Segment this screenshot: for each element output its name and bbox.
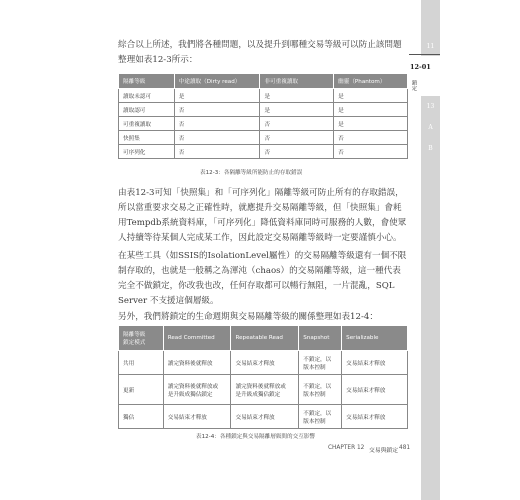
table-header-cell: 非可重複讀取 bbox=[260, 74, 334, 89]
appendix-tab-a[interactable]: A bbox=[428, 124, 433, 131]
table-cell: 交易結束才釋放 bbox=[231, 351, 299, 375]
table-row bbox=[119, 131, 408, 145]
table-cell: 可序列化 bbox=[119, 145, 175, 159]
table-cell: 是 bbox=[260, 103, 334, 117]
table-cell: 交易結束才釋放 bbox=[342, 405, 408, 429]
table-cell: 否 bbox=[174, 103, 260, 117]
table-cell: 是 bbox=[174, 89, 260, 103]
table-12-4 bbox=[118, 325, 408, 429]
table-cell: 否 bbox=[260, 131, 334, 145]
table-cell: 不鎖定，以 版本控制 bbox=[299, 351, 342, 375]
appendix-tab-b[interactable]: B bbox=[428, 145, 433, 152]
table-cell: 是 bbox=[334, 117, 408, 131]
table-header-cell: Serializable bbox=[342, 326, 408, 351]
table-cell: 不鎖定，以 版本控制 bbox=[299, 375, 342, 405]
table-header-row bbox=[119, 326, 408, 351]
table-row bbox=[119, 375, 408, 405]
table-cell: 否 bbox=[174, 131, 260, 145]
table-cell: 讀取認可 bbox=[119, 103, 175, 117]
table-header-cell: Snapshot bbox=[299, 326, 342, 351]
table-cell: 否 bbox=[334, 145, 408, 159]
paragraph-1: 由表12-3可知「快照集」和「可序列化」隔離等級可防止所有的存取錯誤，所以當重要求交易之正確性時，就應提升交易隔離等級，但「快照集」會耗用Tempdb系統資料庫，「可序列化」降低資料庫同時可服務的人數，會使眾人持續等待某個人完成某工作，因此設定交易隔離等級時一定要謹慎小心。 bbox=[118, 188, 407, 243]
table-cell: 交易結束才釋放 bbox=[342, 375, 408, 405]
table-12-4-caption: 表12-4：各種鎖定與交易隔離層級間的交互影響 bbox=[196, 434, 315, 440]
table-header-cell: 中途讀取（Dirty read） bbox=[174, 74, 260, 89]
table-row bbox=[119, 145, 408, 159]
table-cell: 讀完資料後就釋放 bbox=[163, 351, 231, 375]
table-cell: 獨佔 bbox=[119, 405, 164, 429]
table-cell: 是 bbox=[260, 89, 334, 103]
table-12-3 bbox=[118, 73, 408, 159]
table-cell: 讀完資料後就釋放或 是升級成獨佔鎖定 bbox=[163, 375, 231, 405]
table-cell: 快照集 bbox=[119, 131, 175, 145]
table-cell: 交易結束才釋放 bbox=[163, 405, 231, 429]
table-header-cell: 幽靈（Phantom） bbox=[334, 74, 408, 89]
table-cell: 更新 bbox=[119, 375, 164, 405]
paragraph-3: 另外，我們將鎖定的生命週期與交易隔離等級的關係整理如表12-4： bbox=[118, 312, 378, 322]
table-cell: 否 bbox=[174, 117, 260, 131]
table-cell: 否 bbox=[260, 145, 334, 159]
active-tab-divider bbox=[409, 54, 440, 55]
intro-paragraph: 綜合以上所述，我們將各種問題，以及提升到哪種交易等級可以防止該問題整理如表12-3所示： bbox=[118, 40, 402, 65]
table-header-cell: 隔離等級 鎖定模式 bbox=[119, 326, 164, 351]
paragraph-2: 在某些工具（如SSIS的IsolationLevel屬性）的交易隔離等級還有一個不限制存取的，也就是一般稱之為渾沌（chaos）的交易隔離等級，這一種代表完全不做鎖定，你改我也改，任何存取都可以暢行無阻，一片混亂，SQL Server 不支援這個層級。 bbox=[118, 251, 407, 306]
table-row bbox=[119, 117, 408, 131]
table-cell: 否 bbox=[174, 145, 260, 159]
table-12-3-caption: 表12-3：各隔離等級所能防止的存取錯誤 bbox=[200, 170, 303, 176]
table-header-cell: Read Committed bbox=[163, 326, 231, 351]
table-cell: 共用 bbox=[119, 351, 164, 375]
table-row bbox=[119, 89, 408, 103]
table-cell: 讀取未認可 bbox=[119, 89, 175, 103]
table-header-row bbox=[119, 74, 408, 89]
page-number: 481 bbox=[399, 445, 411, 451]
table-cell: 交易結束才釋放 bbox=[342, 351, 408, 375]
table-cell: 是 bbox=[334, 89, 408, 103]
table-cell: 可重複讀取 bbox=[119, 117, 175, 131]
chapter-tab-12-subtitle: 鎖定 bbox=[411, 80, 417, 91]
footer-chapter-title: 交易與鎖定 bbox=[369, 448, 398, 454]
chapter-tab-12-label: 12-01 bbox=[410, 63, 431, 71]
footer-chapter: CHAPTER 12 bbox=[328, 445, 365, 451]
table-header-cell: Repeatable Read bbox=[231, 326, 299, 351]
table-cell: 是 bbox=[334, 103, 408, 117]
table-cell: 否 bbox=[334, 131, 408, 145]
chapter-tab-11[interactable]: 11 bbox=[426, 43, 435, 50]
table-cell: 讀完資料後就釋放或 是升級成獨佔鎖定 bbox=[231, 375, 299, 405]
table-row bbox=[119, 103, 408, 117]
table-row bbox=[119, 405, 408, 429]
table-header-cell: 隔離等級 bbox=[119, 74, 175, 89]
table-cell: 交易結束才釋放 bbox=[231, 405, 299, 429]
table-cell: 否 bbox=[260, 117, 334, 131]
table-row bbox=[119, 351, 408, 375]
table-cell: 不鎖定，以 版本控制 bbox=[299, 405, 342, 429]
chapter-tab-13[interactable]: 13 bbox=[426, 103, 435, 110]
